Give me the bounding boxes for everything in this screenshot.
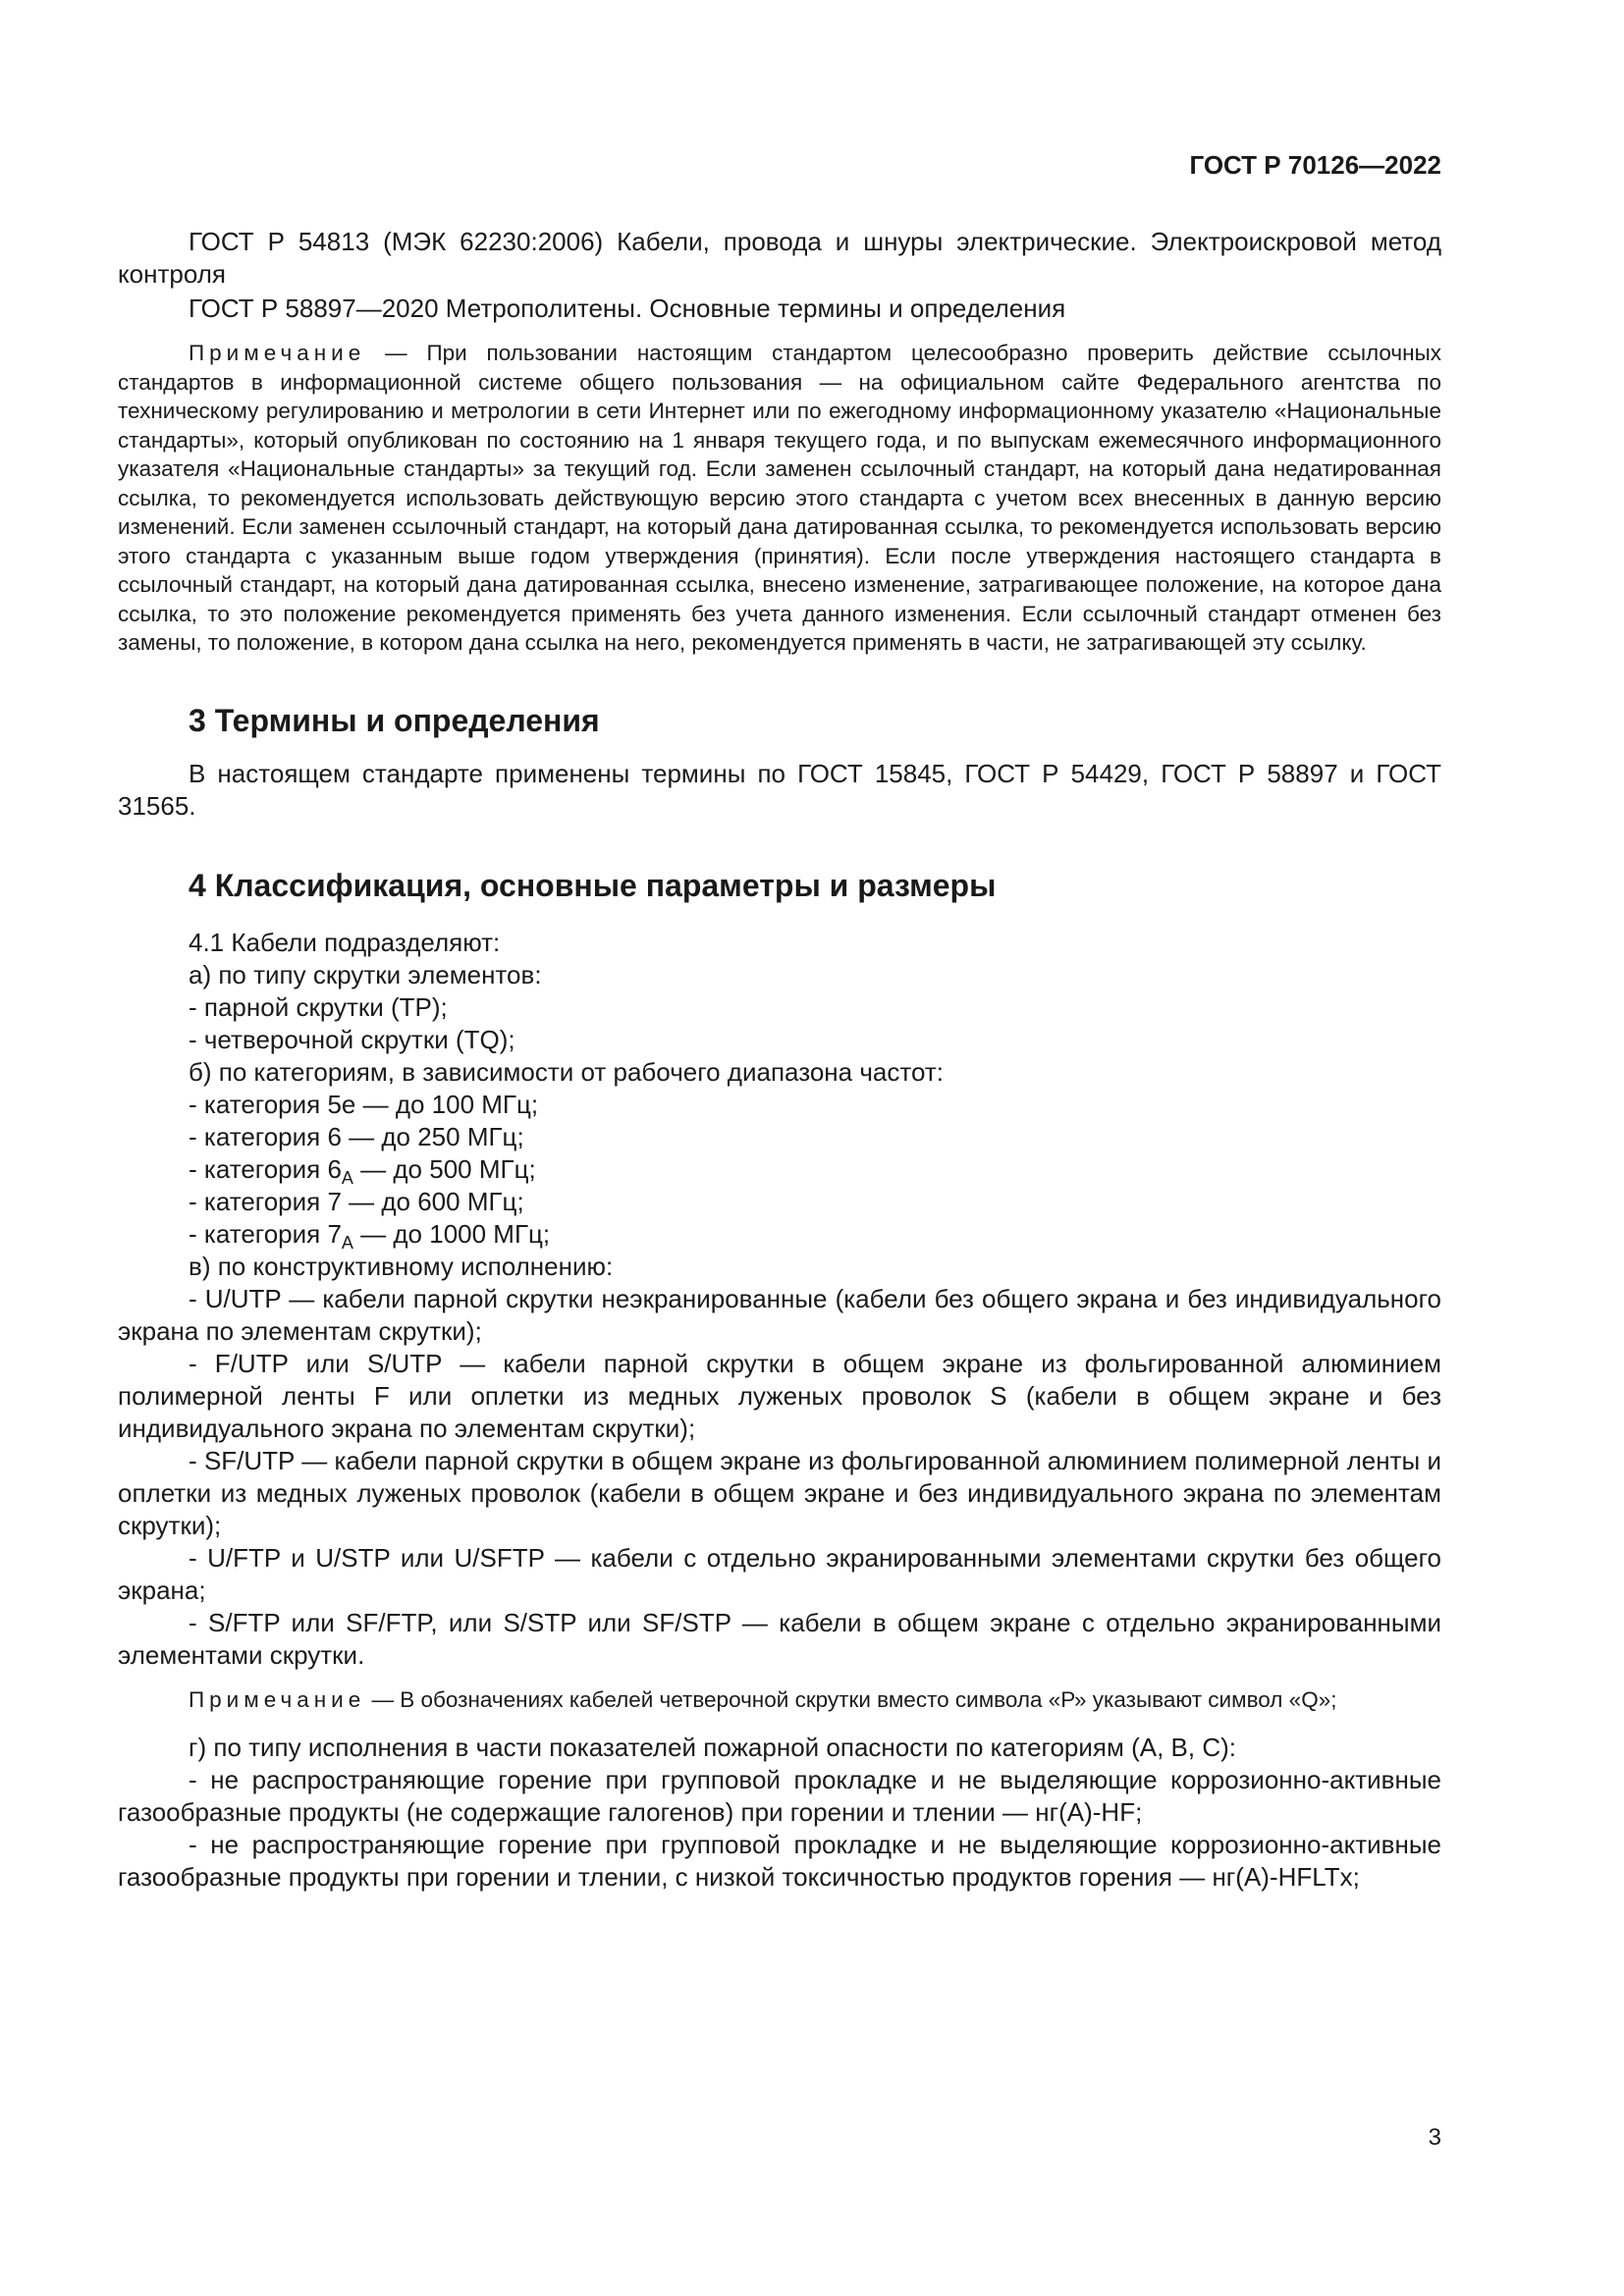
document-body	[118, 226, 1441, 1894]
list-item: - U/UTP — кабели парной скрутки неэкранированные (кабели без общего экрана и без индивидуального экрана по элементам скрутки);	[118, 1283, 1441, 1346]
item-b: б) по категориям, в зависимости от рабочего диапазона частот:	[189, 1056, 944, 1087]
reference-gost-54813: ГОСТ Р 54813 (МЭК 62230:2006) Кабели, провода и шнуры электрические. Электроискровой метод контроля	[118, 227, 1441, 289]
note-text: — В обозначениях кабелей четверочной скрутки вместо символа «Р» указывают символ «Q»;	[365, 1686, 1337, 1712]
section-4-title: 4 Классификация, основные параметры и размеры	[189, 867, 997, 903]
list-item: - не распространяющие горение при групповой прокладке и не выделяющие коррозионно-активные газообразные продукты при горении и тлении, с низкой токсичностью продуктов горения — нг(А)-HFLTx;	[118, 1830, 1441, 1892]
item-a: а) по типу скрутки элементов:	[189, 959, 542, 989]
subscript-a: A	[341, 1232, 353, 1253]
list-item: - категория 7 — до 600 МГц;	[189, 1186, 524, 1216]
item-g: г) по типу исполнения в части показателей пожарной опасности по категориям (А, В, С):	[189, 1733, 1236, 1762]
list-item: - SF/UTP — кабели парной скрутки в общем экране из фольгированной алюминием полимерной ленты и оплетки из медных луженых проволок (кабели в общем экране и без индивидуального экрана по элементам скрутки);	[118, 1445, 1441, 1540]
list-item: - четверочной скрутки (TQ);	[189, 1024, 515, 1054]
list-item: - категория 6 — до 250 МГц;	[189, 1121, 524, 1151]
note-label: Примечание	[189, 1686, 366, 1712]
section-3-title: 3 Термины и определения	[189, 702, 600, 738]
list-item: - U/FTP и U/STP или U/SFTP — кабели с отдельно экранированными элементами скрутки без общего экрана;	[118, 1542, 1441, 1605]
reference-gost-58897: ГОСТ Р 58897—2020 Метрополитены. Основные термины и определения	[189, 294, 1066, 323]
list-item: - категория 5е — до 100 МГц;	[189, 1089, 539, 1119]
category-6a-label: - категория 6	[189, 1153, 342, 1184]
note-label: Примечание	[189, 341, 366, 365]
list-item: - S/FTP или SF/FTP, или S/STP или SF/STP — кабели в общем экране с отдельно экранированными элементами скрутки.	[118, 1607, 1441, 1670]
category-6a-range: — до 500 МГц;	[352, 1153, 536, 1184]
classification-list	[118, 927, 1441, 1672]
note-references	[118, 339, 1441, 658]
note-quad-symbol	[118, 1685, 1441, 1715]
note-text: — При пользовании настоящим стандартом целесообразно проверить действие ссылочных стандартов в информационной системе общего пользования — на официальном сайте Федерального агентства по техническому регулированию и метрологии в сети Интернет или по ежегодному информационному указателю «Национальные стандарты», который опубликован по состоянию на 1 января текущего года, и по выпускам ежемесячного информационного указателя «Национальные стандарты» за текущий год. Если заменен ссылочный стандарт, на который дана недатированная ссылка, то рекомендуется использовать действующую версию этого стандарта с учетом всех внесенных в данную версию изменений. Если заменен ссылочный стандарт, на который дана датированная ссылка, то рекомендуется использовать версию этого стандарта с указанным выше годом утверждения (принятия). Если после утверждения настоящего стандарта в ссылочный стандарт, на который дана датированная ссылка, внесено изменение, затрагивающее положение, на которое дана ссылка, то это положение рекомендуется применять без учета данного изменения. Если ссылочный стандарт отменен без замены, то положение, в котором дана ссылка на него, рекомендуется применять в части, не затрагивающей эту ссылку.	[118, 341, 1441, 655]
item-v: в) по конструктивному исполнению:	[189, 1251, 614, 1281]
subscript-a: A	[341, 1167, 353, 1188]
list-item: - парной скрутки (TP);	[189, 991, 448, 1022]
list-item: - F/UTP или S/UTP — кабели парной скрутки в общем экране из фольгированной алюминием полимерной ленты F или оплетки из медных луженых проволок S (кабели в общем экране и без индивидуального экрана по элементам скрутки);	[118, 1348, 1441, 1443]
list-item	[118, 1153, 1441, 1186]
section-3-text: В настоящем стандарте применены термины по ГОСТ 15845, ГОСТ Р 54429, ГОСТ Р 58897 и ГОСТ 31565.	[118, 758, 1441, 821]
category-7a-range: — до 1000 МГц;	[352, 1218, 551, 1249]
clause-4-1: 4.1 Кабели подразделяют:	[189, 927, 501, 957]
list-item: - не распространяющие горение при групповой прокладке и не выделяющие коррозионно-активные газообразные продукты (не содержащие галогенов) при горении и тлении — нг(A)-HF;	[118, 1765, 1441, 1827]
list-item	[118, 1218, 1441, 1251]
document-id-header: ГОСТ Р 70126—2022	[1189, 150, 1441, 180]
page-number: 3	[1428, 2124, 1441, 2151]
category-7a-label: - категория 7	[189, 1218, 342, 1249]
